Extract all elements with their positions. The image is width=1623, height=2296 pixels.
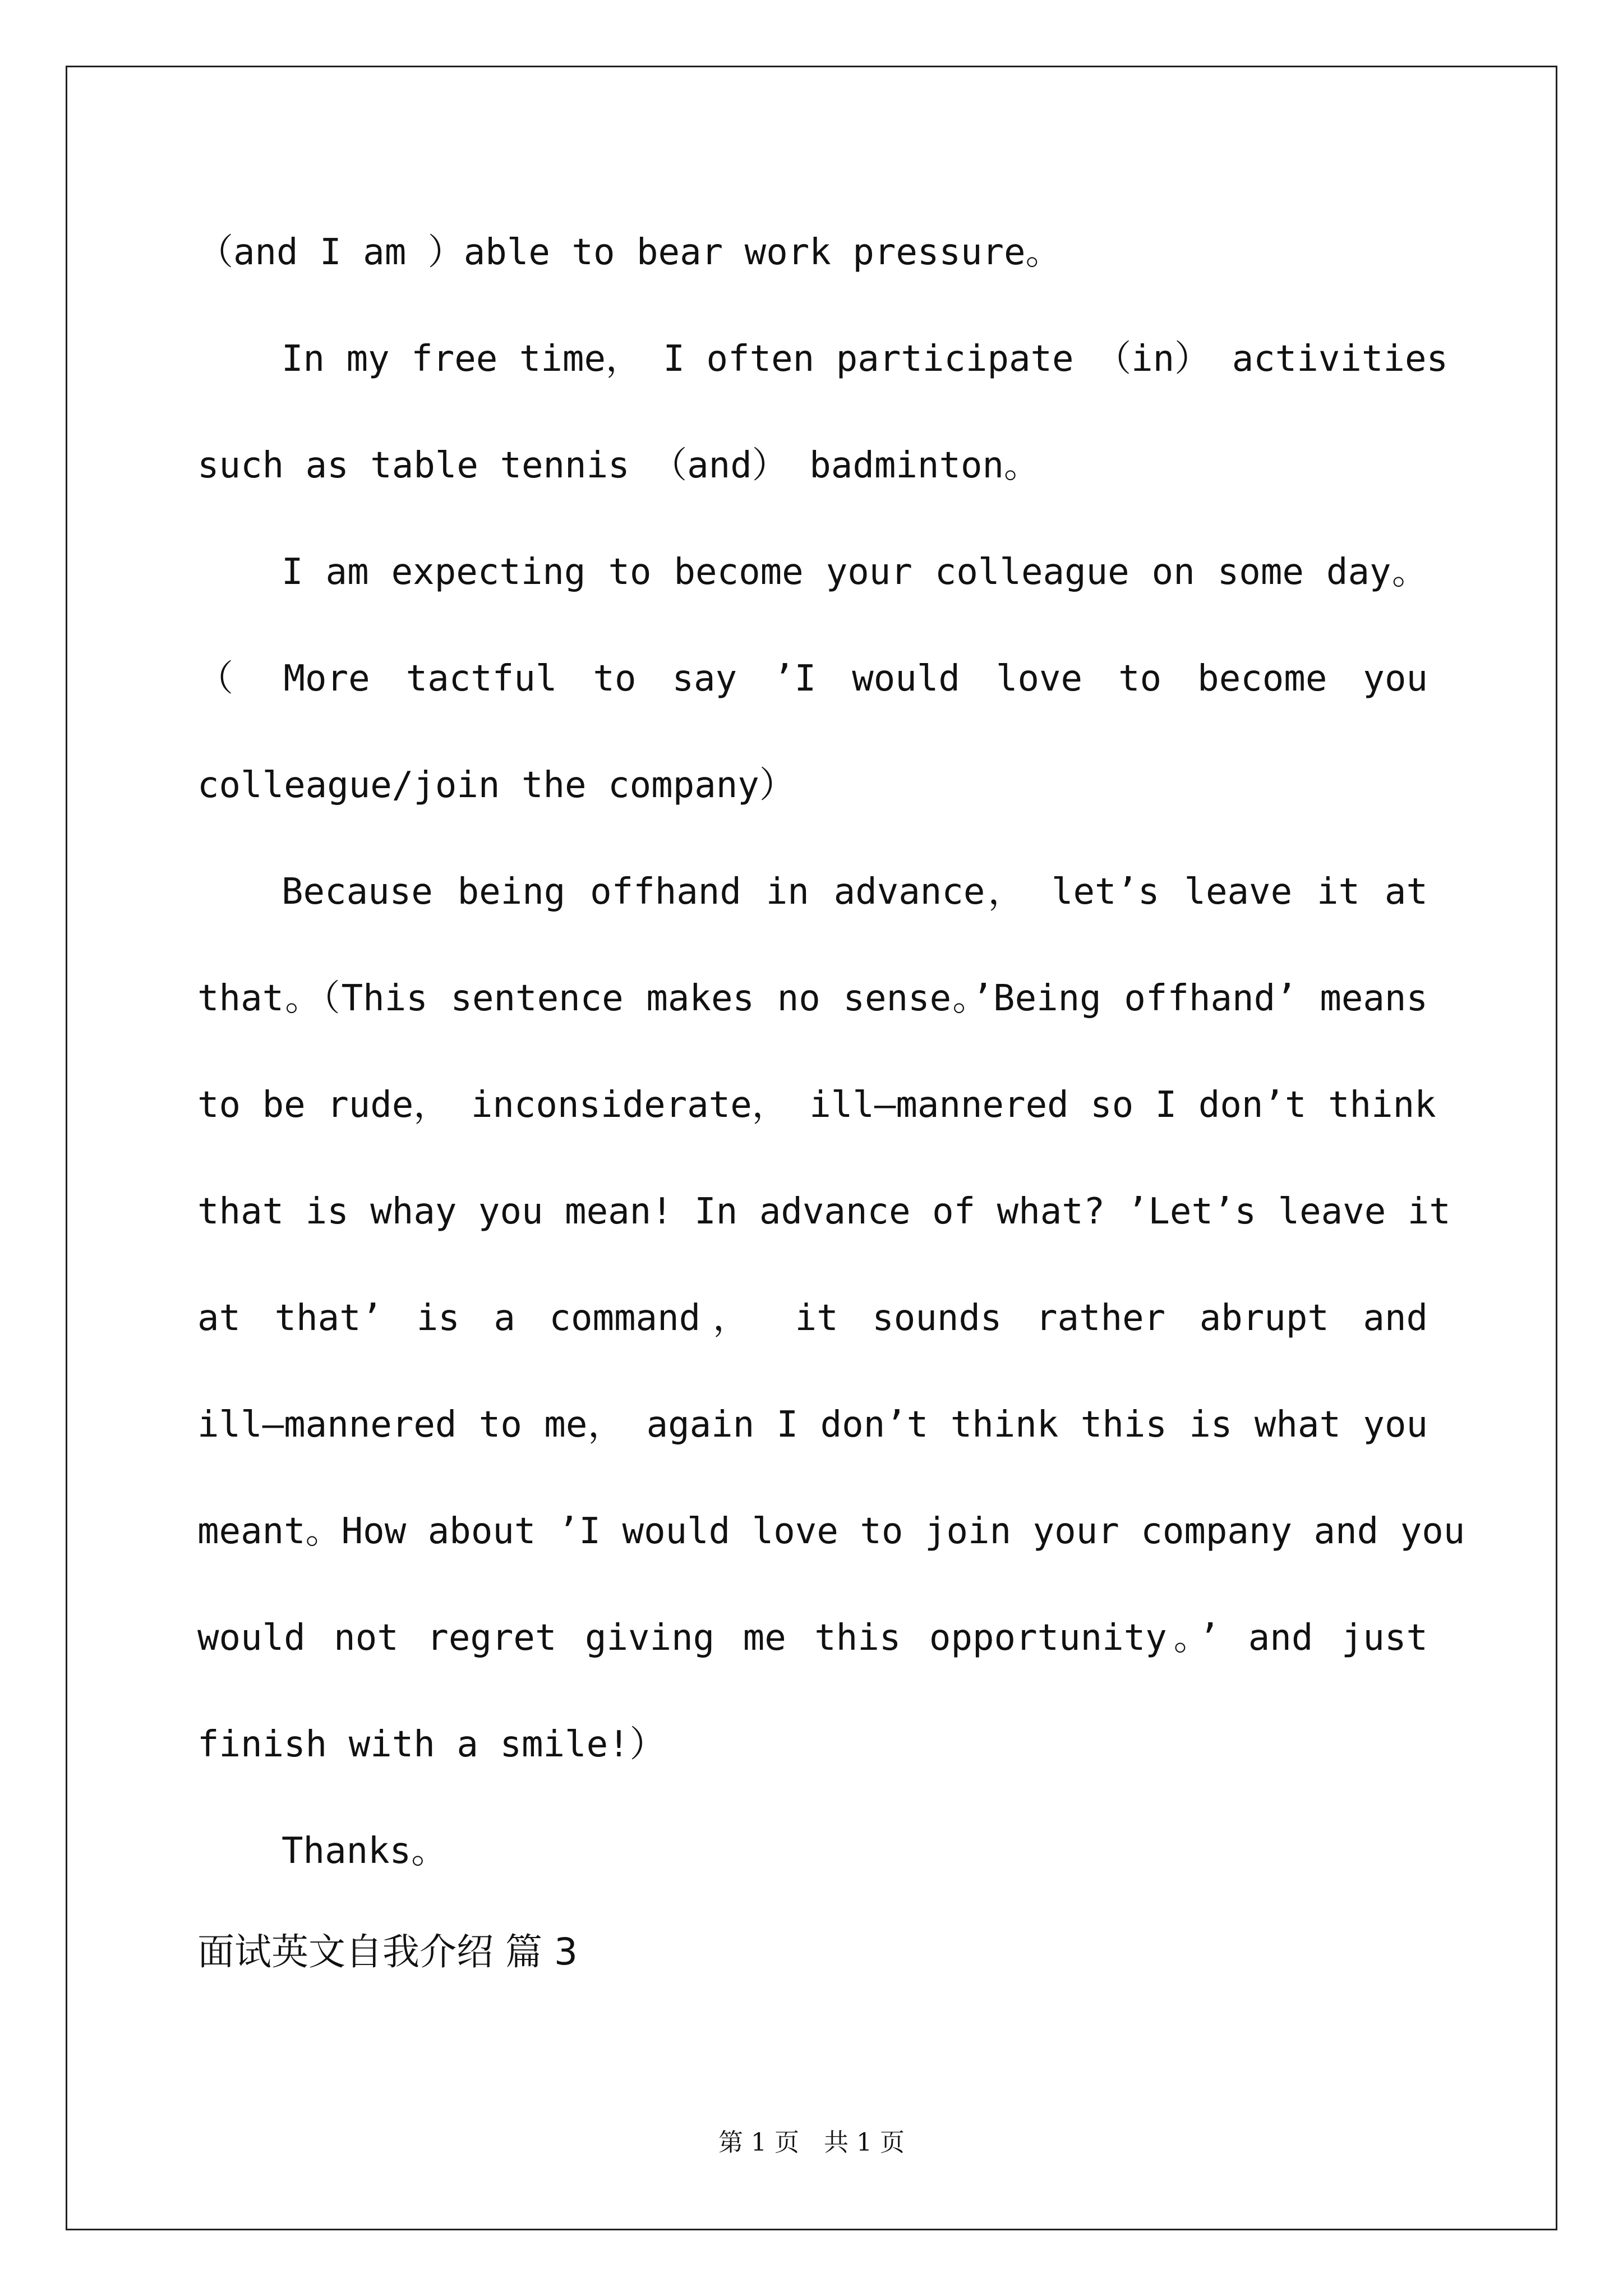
text-line: （ More tactful to say ’I would love to become you [197,658,1428,700]
text-line: I am expecting to become your colleague on some day。 [282,551,1428,593]
text-line: Because being offhand in advance， let’s leave it at [282,871,1428,913]
text-line: ill—mannered to me， again I don’t think this is what you [197,1404,1428,1446]
text-line: at that’ is a command， it sounds rather abrupt and [197,1297,1428,1339]
page-border [66,66,1557,2230]
page-number-footer: 第 1 页 共 1 页 [718,2128,905,2157]
text-line: finish with a smile!） [197,1724,666,1765]
text-line: In my free time， I often participate （in） activities [282,338,1449,380]
text-line: would not regret giving me this opportunity。’ and just [197,1617,1428,1659]
section-heading: 面试英文自我介绍 篇 3 [197,1930,578,1973]
text-line: Thanks。 [282,1830,448,1872]
text-line: such as table tennis （and） badminton。 [197,445,1040,486]
text-line: that。（This sentence makes no sense。’Being offhand’ means [197,978,1428,1019]
text-line: to be rude， inconsiderate， ill—mannered so I don’t think [197,1084,1436,1126]
text-line: （and I am ）able to bear work pressure。 [197,232,1062,273]
text-line: that is whay you mean! In advance of what? ’Let’s leave it [197,1191,1451,1232]
text-line: meant。How about ’I would love to join your company and you [197,1511,1465,1552]
text-line: colleague/join the company） [197,765,795,806]
